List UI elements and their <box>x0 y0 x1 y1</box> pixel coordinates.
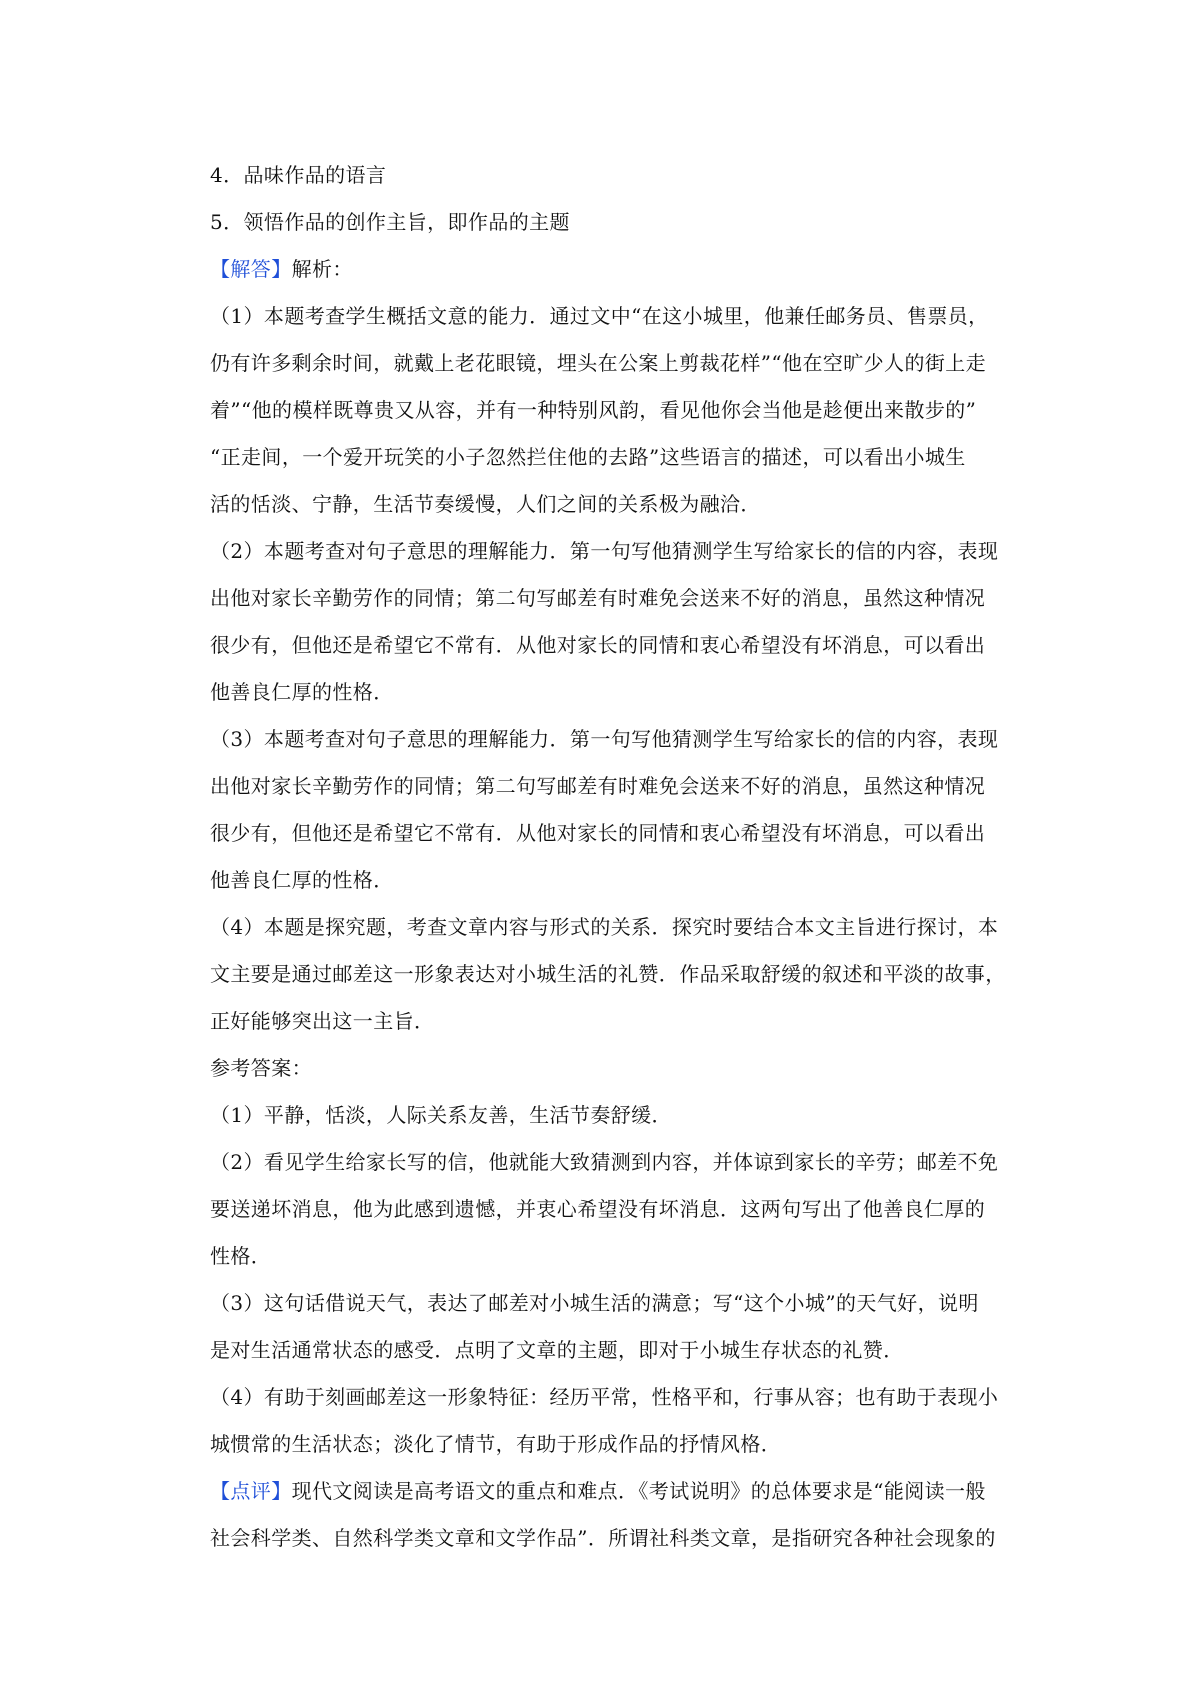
analysis-line: （1）本题考查学生概括文意的能力．通过文中“在这小城里，他兼任邮务员、售票员， <box>210 304 989 328</box>
analysis-line: “正走间，一个爱开玩笑的小子忽然拦住他的去路”这些语言的描述，可以看出小城生 <box>210 445 966 469</box>
reference-line: 性格． <box>210 1244 272 1268</box>
answer-heading <box>210 246 1016 293</box>
analysis-line: 很少有，但他还是希望它不常有．从他对家长的同情和衷心希望没有坏消息，可以看出 <box>210 633 986 657</box>
comment-second-line: 社会科学类、自然科学类文章和文学作品”．所谓社科类文章，是指研究各种社会现象的 <box>210 1526 996 1550</box>
analysis-line: 他善良仁厚的性格． <box>210 680 394 704</box>
reference-line: 是对生活通常状态的感受．点明了文章的主题，即对于小城生存状态的礼赞． <box>210 1338 904 1362</box>
analysis-line: 文主要是通过邮差这一形象表达对小城生活的礼赞．作品采取舒缓的叙述和平淡的故事， <box>210 962 1006 986</box>
comment-heading <box>210 1468 1016 1515</box>
analysis-line: （4）本题是探究题，考查文章内容与形式的关系．探究时要结合本文主旨进行探讨，本 <box>210 915 999 939</box>
analysis-line: （2）本题考查对句子意思的理解能力．第一句写他猜测学生写给家长的信的内容，表现 <box>210 539 999 563</box>
analysis-line: 出他对家长辛勤劳作的同情；第二句写邮差有时难免会送来不好的消息，虽然这种情况 <box>210 774 986 798</box>
reference-line: 要送递坏消息，他为此感到遗憾，并衷心希望没有坏消息．这两句写出了他善良仁厚的 <box>210 1197 986 1221</box>
reference-line: （2）看见学生给家长写的信，他就能大致猜测到内容，并体谅到家长的辛劳；邮差不免 <box>210 1150 999 1174</box>
analysis-line: 他善良仁厚的性格． <box>210 868 394 892</box>
comment-tag: 【点评】 <box>210 1479 292 1503</box>
answer-tag: 【解答】 <box>210 257 292 281</box>
analysis-line: 着”“他的模样既尊贵又从容，并有一种特别风韵，看见他你会当他是趁便出来散步的” <box>210 398 977 422</box>
reference-label: 参考答案： <box>210 1056 312 1080</box>
analysis-line: （3）本题考查对句子意思的理解能力．第一句写他猜测学生写给家长的信的内容，表现 <box>210 727 999 751</box>
analysis-line: 出他对家长辛勤劳作的同情；第二句写邮差有时难免会送来不好的消息，虽然这种情况 <box>210 586 986 610</box>
comment-first-line: 现代文阅读是高考语文的重点和难点．《考试说明》的总体要求是“能阅读一般 <box>291 1479 986 1503</box>
answer-intro: 解析： <box>291 257 353 281</box>
analysis-line: 仍有许多剩余时间，就戴上老花眼镜，埋头在公案上剪裁花样”“他在空旷少人的街上走 <box>210 351 987 375</box>
analysis-line: 正好能够突出这一主旨． <box>210 1009 435 1033</box>
analysis-line: 活的恬淡、宁静，生活节奏缓慢，人们之间的关系极为融洽． <box>210 492 761 516</box>
reference-line: （3）这句话借说天气，表达了邮差对小城生活的满意；写“这个小城”的天气好，说明 <box>210 1291 979 1315</box>
document-body <box>210 152 1016 1562</box>
reference-line: （1）平静，恬淡，人际关系友善，生活节奏舒缓． <box>210 1103 672 1127</box>
header-item-4: 4．品味作品的语言 <box>210 163 387 187</box>
header-item-5: 5．领悟作品的创作主旨，即作品的主题 <box>210 210 570 234</box>
reference-line: 城惯常的生活状态；淡化了情节，有助于形成作品的抒情风格． <box>210 1432 782 1456</box>
analysis-line: 很少有，但他还是希望它不常有．从他对家长的同情和衷心希望没有坏消息，可以看出 <box>210 821 986 845</box>
reference-line: （4）有助于刻画邮差这一形象特征：经历平常，性格平和，行事从容；也有助于表现小 <box>210 1385 999 1409</box>
